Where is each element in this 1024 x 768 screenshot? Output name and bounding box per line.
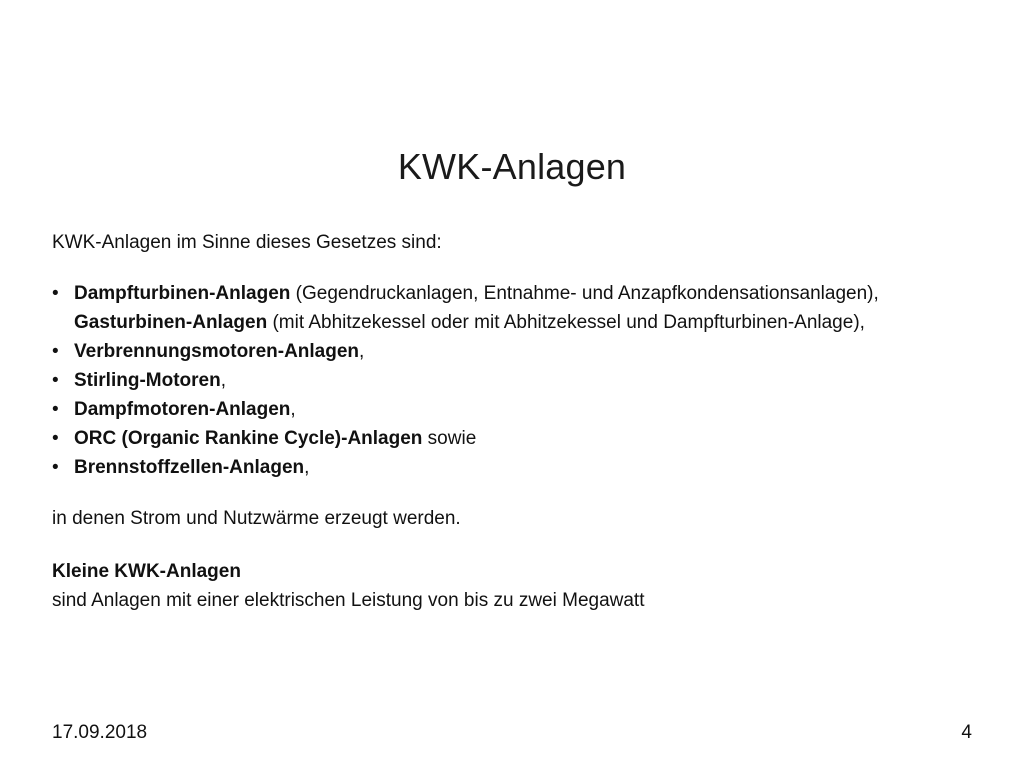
item-rest: , — [359, 341, 365, 362]
page-number: 4 — [961, 722, 972, 743]
bullet-icon: • — [52, 457, 59, 478]
footer-date: 17.09.2018 — [52, 722, 148, 743]
list-item — [52, 337, 992, 366]
list-item — [52, 424, 992, 453]
item-bold: Dampfmotoren-Anlagen — [74, 399, 291, 420]
item-bold: Stirling-Motoren — [74, 370, 221, 391]
bullet-icon: • — [52, 283, 59, 304]
bullet-icon: • — [52, 428, 59, 449]
item-rest: , — [290, 399, 296, 420]
item-rest-2: (mit Abhitzekessel oder mit Abhitzekessel und Dampfturbinen-Anlage), — [267, 312, 865, 333]
item-rest: , — [304, 457, 310, 478]
item-rest: , — [220, 370, 226, 391]
item-bold: ORC (Organic Rankine Cycle)-Anlagen — [74, 428, 423, 449]
bullet-icon: • — [52, 341, 59, 362]
item-bold: Brennstoffzellen-Anlagen — [74, 457, 305, 478]
item-bold: Dampfturbinen-Anlagen — [74, 283, 291, 304]
outro-text: in denen Strom und Nutzwärme erzeugt werden. — [52, 508, 461, 529]
list-item — [52, 453, 992, 482]
item-rest: sowie — [422, 428, 477, 449]
plant-type-list — [52, 279, 992, 482]
slide-body — [52, 228, 992, 615]
item-bold-2: Gasturbinen-Anlagen — [74, 312, 268, 333]
item-bold: Verbrennungsmotoren-Anlagen — [74, 341, 360, 362]
small-plants-text: sind Anlagen mit einer elektrischen Leistung von bis zu zwei Megawatt — [52, 590, 645, 611]
bullet-icon: • — [52, 370, 59, 391]
list-item — [52, 279, 992, 337]
bullet-icon: • — [52, 399, 59, 420]
intro-text: KWK-Anlagen im Sinne dieses Gesetzes sind: — [52, 232, 442, 253]
slide-title: KWK-Anlagen — [397, 146, 627, 187]
list-item — [52, 366, 992, 395]
item-rest: (Gegendruckanlagen, Entnahme- und Anzapfkondensationsanlagen), — [290, 283, 879, 304]
list-item — [52, 395, 992, 424]
small-plants-heading: Kleine KWK-Anlagen — [52, 561, 241, 582]
